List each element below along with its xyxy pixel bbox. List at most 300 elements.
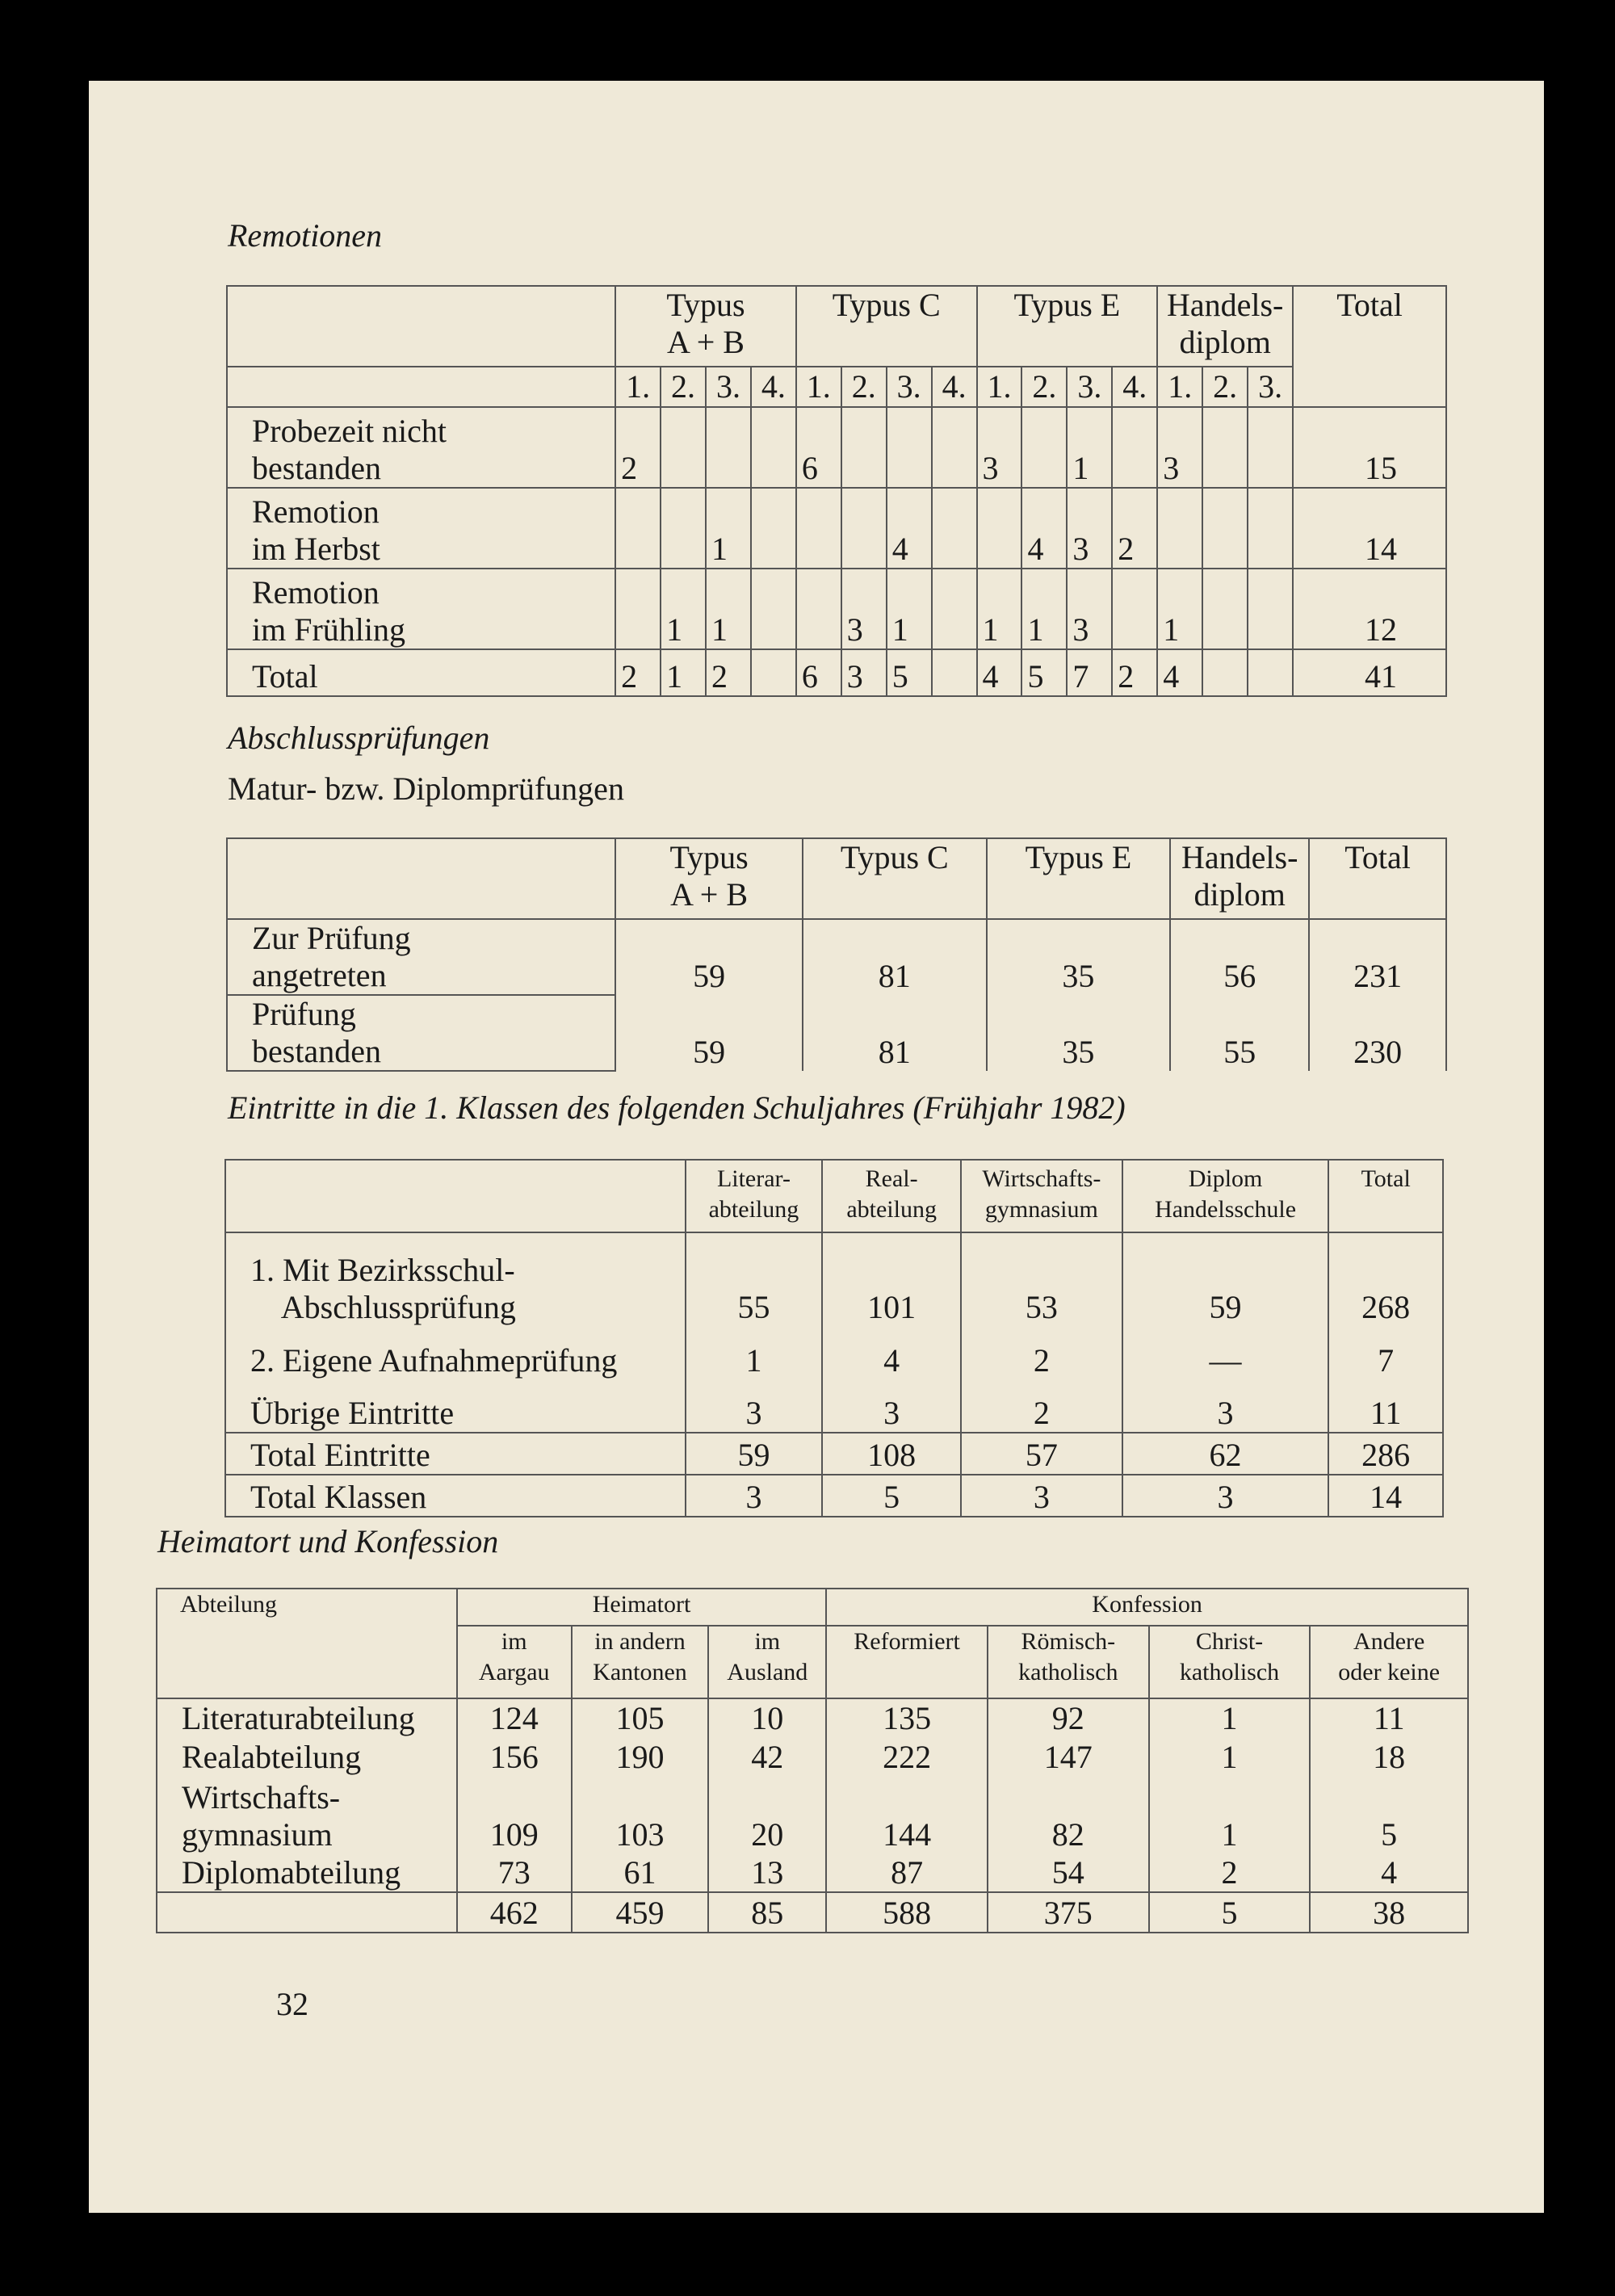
table-cell [887,488,932,569]
table-cell [977,569,1022,649]
table-cell [457,1776,572,1853]
abschluss-col-header-text: Total [1344,839,1411,875]
group-label: Typus E [1013,287,1121,323]
heimatort-col-header [572,1626,709,1698]
total-cell-text: 85 [751,1895,784,1931]
group-heimatort-label: Heimatort [592,1591,691,1618]
table-cell-text: 2 [621,450,638,486]
table-cell-text: 3 [1072,611,1089,648]
table-cell [751,488,796,569]
table-cell-text: 1 [1221,1739,1238,1775]
table-cell [1310,1853,1468,1892]
eintritte-col-header [1122,1160,1329,1232]
remotionen-subcol-text: 3. [1258,368,1283,405]
table-cell [1310,1776,1468,1853]
table-cell-text: 5 [1381,1816,1398,1853]
row-total [1293,488,1446,569]
heading-remotionen: Remotionen [228,217,383,254]
total-cell-text: 459 [615,1895,665,1931]
table-cell-text: 1 [666,658,683,695]
table-cell-text: 35 [1062,1034,1095,1070]
heimatort-col-header-text: Andere oder keine [1338,1628,1441,1685]
row-label [227,569,615,649]
table-cell-text: 55 [737,1289,770,1325]
table-cell-text: 1 [1163,611,1180,648]
page-number: 32 [276,1986,308,2022]
table-cell [615,488,661,569]
table-cell-text: 2 [1118,658,1135,695]
abschluss-col-header [1309,838,1446,919]
table-cell [826,1853,988,1892]
remotionen-subcol-text: 4. [942,368,967,405]
table-cell-text: 6 [801,658,818,695]
heading-abschluss: Abschlussprüfungen [228,720,490,756]
table-cell [1067,649,1112,696]
table-cell-text: 59 [1209,1289,1242,1325]
table-cell-text: 59 [737,1437,770,1473]
eintritte-col-header [822,1160,961,1232]
remotionen-subcol [751,367,796,407]
table-cell [1021,649,1067,696]
remotionen-subcol [706,367,751,407]
table-cell-text: 286 [1361,1437,1411,1473]
table-cell [803,919,987,995]
table-cell [686,1232,823,1326]
total-cell [1310,1892,1468,1933]
group-label: Total [1336,287,1403,323]
remotionen-subcol-text: 2. [1213,368,1238,405]
table-cell-text: 3 [846,658,863,695]
row-label-text: Remotion im Frühling [252,574,406,648]
table-cell [1202,569,1248,649]
total-cell [708,1892,826,1933]
table-cell [1112,569,1157,649]
table-cell [796,488,841,569]
table-cell-text: 57 [1025,1437,1058,1473]
remotionen-subcol [841,367,887,407]
heimatort-col-header [1310,1626,1468,1698]
table-row [225,1379,1443,1433]
row-label [227,649,615,696]
table-cell [796,569,841,649]
table-cell-text: 109 [489,1816,539,1853]
abschluss-col-header [803,838,987,919]
table-cell-text: 59 [693,958,726,994]
row-total [1293,649,1446,696]
total-cell [826,1892,988,1933]
remotionen-sub-corner [227,367,615,407]
table-cell-text: 190 [615,1739,665,1775]
table-cell [1067,488,1112,569]
eintritte-col-header [1328,1160,1443,1232]
table-cell-text: 2 [1221,1854,1238,1891]
table-cell-text: 3 [745,1479,762,1515]
table-cell-text: 11 [1373,1700,1405,1736]
table-row [225,1433,1443,1475]
heimatort-col-header-text: Reformiert [854,1628,960,1655]
table-cell-text: 81 [878,1034,911,1070]
row-label-text: Total Klassen [250,1479,427,1515]
table-cell-text: 73 [497,1854,531,1891]
group-label: Typus C [832,287,941,323]
table-cell [1202,649,1248,696]
remotionen-subcol [615,367,661,407]
remotionen-subcol-text: 1. [806,368,831,405]
table-cell-text: 2 [1033,1342,1050,1379]
total-cell-text: 5 [1221,1895,1238,1931]
row-label [157,1853,457,1892]
table-cell [887,407,932,488]
table-cell [988,1776,1149,1853]
table-cell-text: 4 [1163,658,1180,695]
abschluss-col-header-text: Typus E [1025,839,1132,875]
heimatort-col-header-text: im Ausland [727,1628,808,1685]
table-cell-text: 103 [615,1816,665,1853]
table-cell [457,1698,572,1737]
remotionen-subcol-text: 3. [896,368,921,405]
remotionen-subcol [887,367,932,407]
table-cell [1248,649,1293,696]
table-cell [1309,919,1446,995]
table-cell-text: 1 [711,611,728,648]
total-cell [988,1892,1149,1933]
remotionen-subcol [661,367,706,407]
table-cell [751,649,796,696]
table-cell [822,1433,961,1475]
table-cell-text: 3 [1163,450,1180,486]
table-cell [987,995,1171,1071]
table-cell [615,919,803,995]
totals-row [157,1892,1468,1933]
table-cell [572,1698,709,1737]
heading-heimatort: Heimatort und Konfession [157,1523,499,1559]
table-row [227,995,1446,1071]
table-cell-text: 14 [1370,1479,1403,1515]
table-cell [1157,488,1202,569]
table-cell [961,1326,1122,1379]
table-cell [796,649,841,696]
table-cell [1328,1326,1443,1379]
table-cell-text: 62 [1209,1437,1242,1473]
table-cell [751,407,796,488]
table-cell [796,407,841,488]
table-cell [1310,1698,1468,1737]
row-label [225,1475,686,1517]
table-cell-text: 7 [1072,658,1089,695]
col-abteilung-label: Abteilung [180,1591,277,1618]
remotionen-group-header [796,286,977,367]
table-cell-text: 1 [711,531,728,567]
table-cell [841,649,887,696]
table-cell-text: 4 [883,1342,900,1379]
table-cell-text: 10 [751,1700,784,1736]
heimatort-col-header-text: Römisch- katholisch [1018,1628,1118,1685]
row-label [157,1737,457,1776]
remotionen-subcol-text: 1. [1168,368,1193,405]
table-cell [457,1853,572,1892]
table-cell [706,569,751,649]
table-cell-text: 4 [1027,531,1044,567]
table-cell [932,649,977,696]
table-cell [1021,407,1067,488]
table-cell [1112,407,1157,488]
row-label [227,407,615,488]
remotionen-subcol [1021,367,1067,407]
table-cell-text: 4 [1381,1854,1398,1891]
remotionen-subcol [1157,367,1202,407]
table-cell [961,1433,1122,1475]
row-label [225,1433,686,1475]
table-cell-text: 1 [666,611,683,648]
table-cell-text: 108 [867,1437,917,1473]
table-cell [708,1776,826,1853]
heimatort-col-header [826,1626,988,1698]
eintritte-col-header-text: Literar- abteilung [708,1165,799,1223]
remotionen-subcol-text: 3. [715,368,740,405]
total-cell [457,1892,572,1933]
table-cell [1157,407,1202,488]
row-label [157,1776,457,1853]
row-label [227,995,615,1071]
table-cell [961,1475,1122,1517]
table-cell-text: 42 [751,1739,784,1775]
table-cell [572,1737,709,1776]
heimatort-col-header [1149,1626,1311,1698]
table-cell-text: 147 [1043,1739,1093,1775]
abschluss-col-header-text: Handels- diplom [1181,839,1298,913]
table-cell-text: 2 [621,658,638,695]
table-cell-text: 87 [891,1854,924,1891]
group-heimatort [457,1589,826,1626]
table-cell-text: 1 [891,611,908,648]
table-cell-text: — [1209,1342,1242,1379]
row-label-text: Probezeit nicht bestanden [252,413,447,486]
table-cell [661,569,706,649]
abschluss-col-header [615,838,803,919]
table-row [225,1232,1443,1326]
group-label: Typus A + B [666,287,745,360]
total-cell [1149,1892,1311,1933]
table-cell [661,488,706,569]
remotionen-subcol-text: 2. [1032,368,1057,405]
row-total-text: 41 [1365,658,1397,695]
eintritte-col-header-text: Wirtschafts- gymnasium [982,1165,1101,1223]
table-cell-text: 18 [1373,1739,1406,1775]
table-cell-text: 81 [878,958,911,994]
abschluss-col-header-text: Typus C [840,839,949,875]
table-cell-text: 20 [751,1816,784,1853]
table-cell [1328,1475,1443,1517]
row-label-text: Total [252,658,318,695]
table-cell [961,1379,1122,1433]
table-cell [1122,1379,1329,1433]
heimatort-col-header [708,1626,826,1698]
table-cell-text: 105 [615,1700,665,1736]
eintritte-col-header [686,1160,823,1232]
remotionen-subcol-text: 4. [761,368,786,405]
eintritte-col-header-text: Total [1361,1165,1411,1192]
table-cell [822,1379,961,1433]
table-cell [1170,919,1309,995]
remotionen-group-header [615,286,796,367]
row-label-text: 2. Eigene Aufnahmeprüfung [250,1342,618,1379]
eintritte-col-header-text: Diplom Handelsschule [1155,1165,1297,1223]
table-cell [686,1379,823,1433]
row-label-text: Wirtschafts- gymnasium [182,1779,341,1853]
table-cell-text: 5 [883,1479,900,1515]
table-cell [822,1232,961,1326]
table-cell-text: 2 [711,658,728,695]
table-cell-text: 4 [982,658,999,695]
table-cell [1248,407,1293,488]
table-cell [826,1737,988,1776]
table-cell [1157,649,1202,696]
table-cell-text: 55 [1223,1034,1256,1070]
table-cell [706,649,751,696]
table-cell [977,407,1022,488]
table-cell [708,1853,826,1892]
table-cell-text: 53 [1025,1289,1058,1325]
table-cell [1202,488,1248,569]
table-cell [932,569,977,649]
row-label-text: Übrige Eintritte [250,1395,455,1431]
table-cell [615,995,803,1071]
total-cell-text: 375 [1043,1895,1093,1931]
remotionen-subcol [1112,367,1157,407]
table-cell [661,649,706,696]
table-cell [826,1776,988,1853]
row-total-text: 14 [1365,531,1397,567]
table-cell [1067,407,1112,488]
table-cell [987,919,1171,995]
row-label-text: Remotion im Herbst [252,493,380,567]
table-cell-text: 124 [489,1700,539,1736]
eintritte-col-header-text: Real- abteilung [846,1165,937,1223]
row-label [157,1698,457,1737]
table-cell [988,1853,1149,1892]
table-cell-text: 135 [883,1700,932,1736]
table-cell-text: 5 [891,658,908,695]
table-cell-text: 11 [1370,1395,1402,1431]
abschluss-corner [227,838,615,919]
table-cell-text: 231 [1353,958,1403,994]
table-cell [661,407,706,488]
table-cell-text: 1 [1221,1816,1238,1853]
table-cell [988,1737,1149,1776]
table-cell-text: 3 [1033,1479,1050,1515]
remotionen-subcol-text: 2. [671,368,696,405]
total-cell-text: 462 [489,1895,539,1931]
table-row [227,919,1446,995]
table-cell [1328,1379,1443,1433]
table-cell-text: 3 [1072,531,1089,567]
remotionen-subcol [796,367,841,407]
heimatort-col-header-text: Christ- katholisch [1179,1628,1280,1685]
table-cell-text: 144 [883,1816,932,1853]
table-cell [932,488,977,569]
remotionen-subcol [932,367,977,407]
table-cell-text: 230 [1353,1034,1403,1070]
remotionen-subcol [1248,367,1293,407]
group-konfession-label: Konfession [1092,1591,1202,1618]
table-cell-text: 2 [1118,531,1135,567]
table-cell [708,1737,826,1776]
table-cell [708,1698,826,1737]
table-cell-text: 1 [1072,450,1089,486]
row-label [225,1232,686,1326]
table-cell-text: 268 [1361,1289,1411,1325]
table-row [157,1737,1468,1776]
eintritte-table [224,1159,1444,1517]
table-cell-text: 82 [1051,1816,1084,1853]
heimatort-col-header-text: in andern Kantonen [593,1628,687,1685]
table-cell-text: 92 [1051,1700,1084,1736]
heimatort-table [156,1588,1469,1933]
table-cell-text: 35 [1062,958,1095,994]
table-cell-text: 4 [891,531,908,567]
table-cell [1149,1698,1311,1737]
table-row [225,1475,1443,1517]
row-label [227,919,615,995]
table-cell [686,1433,823,1475]
table-cell-text: 101 [867,1289,917,1325]
table-cell-text: 56 [1223,958,1256,994]
table-cell [615,569,661,649]
table-cell [1157,569,1202,649]
remotionen-group-header [977,286,1158,367]
table-cell-text: 54 [1051,1854,1084,1891]
table-cell [615,649,661,696]
table-cell-text: 1 [1221,1700,1238,1736]
table-cell [751,569,796,649]
table-cell [572,1853,709,1892]
table-cell [887,649,932,696]
table-cell-text: 7 [1378,1342,1395,1379]
total-cell [572,1892,709,1933]
table-cell [988,1698,1149,1737]
table-row [227,488,1446,569]
table-cell [1149,1737,1311,1776]
heimatort-col-header [457,1626,572,1698]
remotionen-subcol-text: 3. [1077,368,1102,405]
row-label [225,1326,686,1379]
table-cell [1248,569,1293,649]
row-label-text: Realabteilung [182,1739,362,1775]
remotionen-subcol [1067,367,1112,407]
row-label-text: Diplomabteilung [182,1854,401,1891]
remotionen-subcol-text: 1. [987,368,1012,405]
table-cell [803,995,987,1071]
table-cell-text: 1 [982,611,999,648]
table-cell-text: 3 [745,1395,762,1431]
remotionen-subcol [977,367,1022,407]
table-cell [1122,1433,1329,1475]
table-cell [1328,1232,1443,1326]
table-cell [1309,995,1446,1071]
table-cell-text: 13 [751,1854,784,1891]
table-cell [1310,1737,1468,1776]
table-cell [1248,488,1293,569]
abschluss-col-header [987,838,1171,919]
table-cell [1021,569,1067,649]
table-cell-text: 3 [846,611,863,648]
table-cell-text: 2 [1033,1395,1050,1431]
table-cell [572,1776,709,1853]
table-cell [822,1475,961,1517]
table-row [227,649,1446,696]
table-row [227,407,1446,488]
remotionen-subcol-text: 4. [1122,368,1147,405]
